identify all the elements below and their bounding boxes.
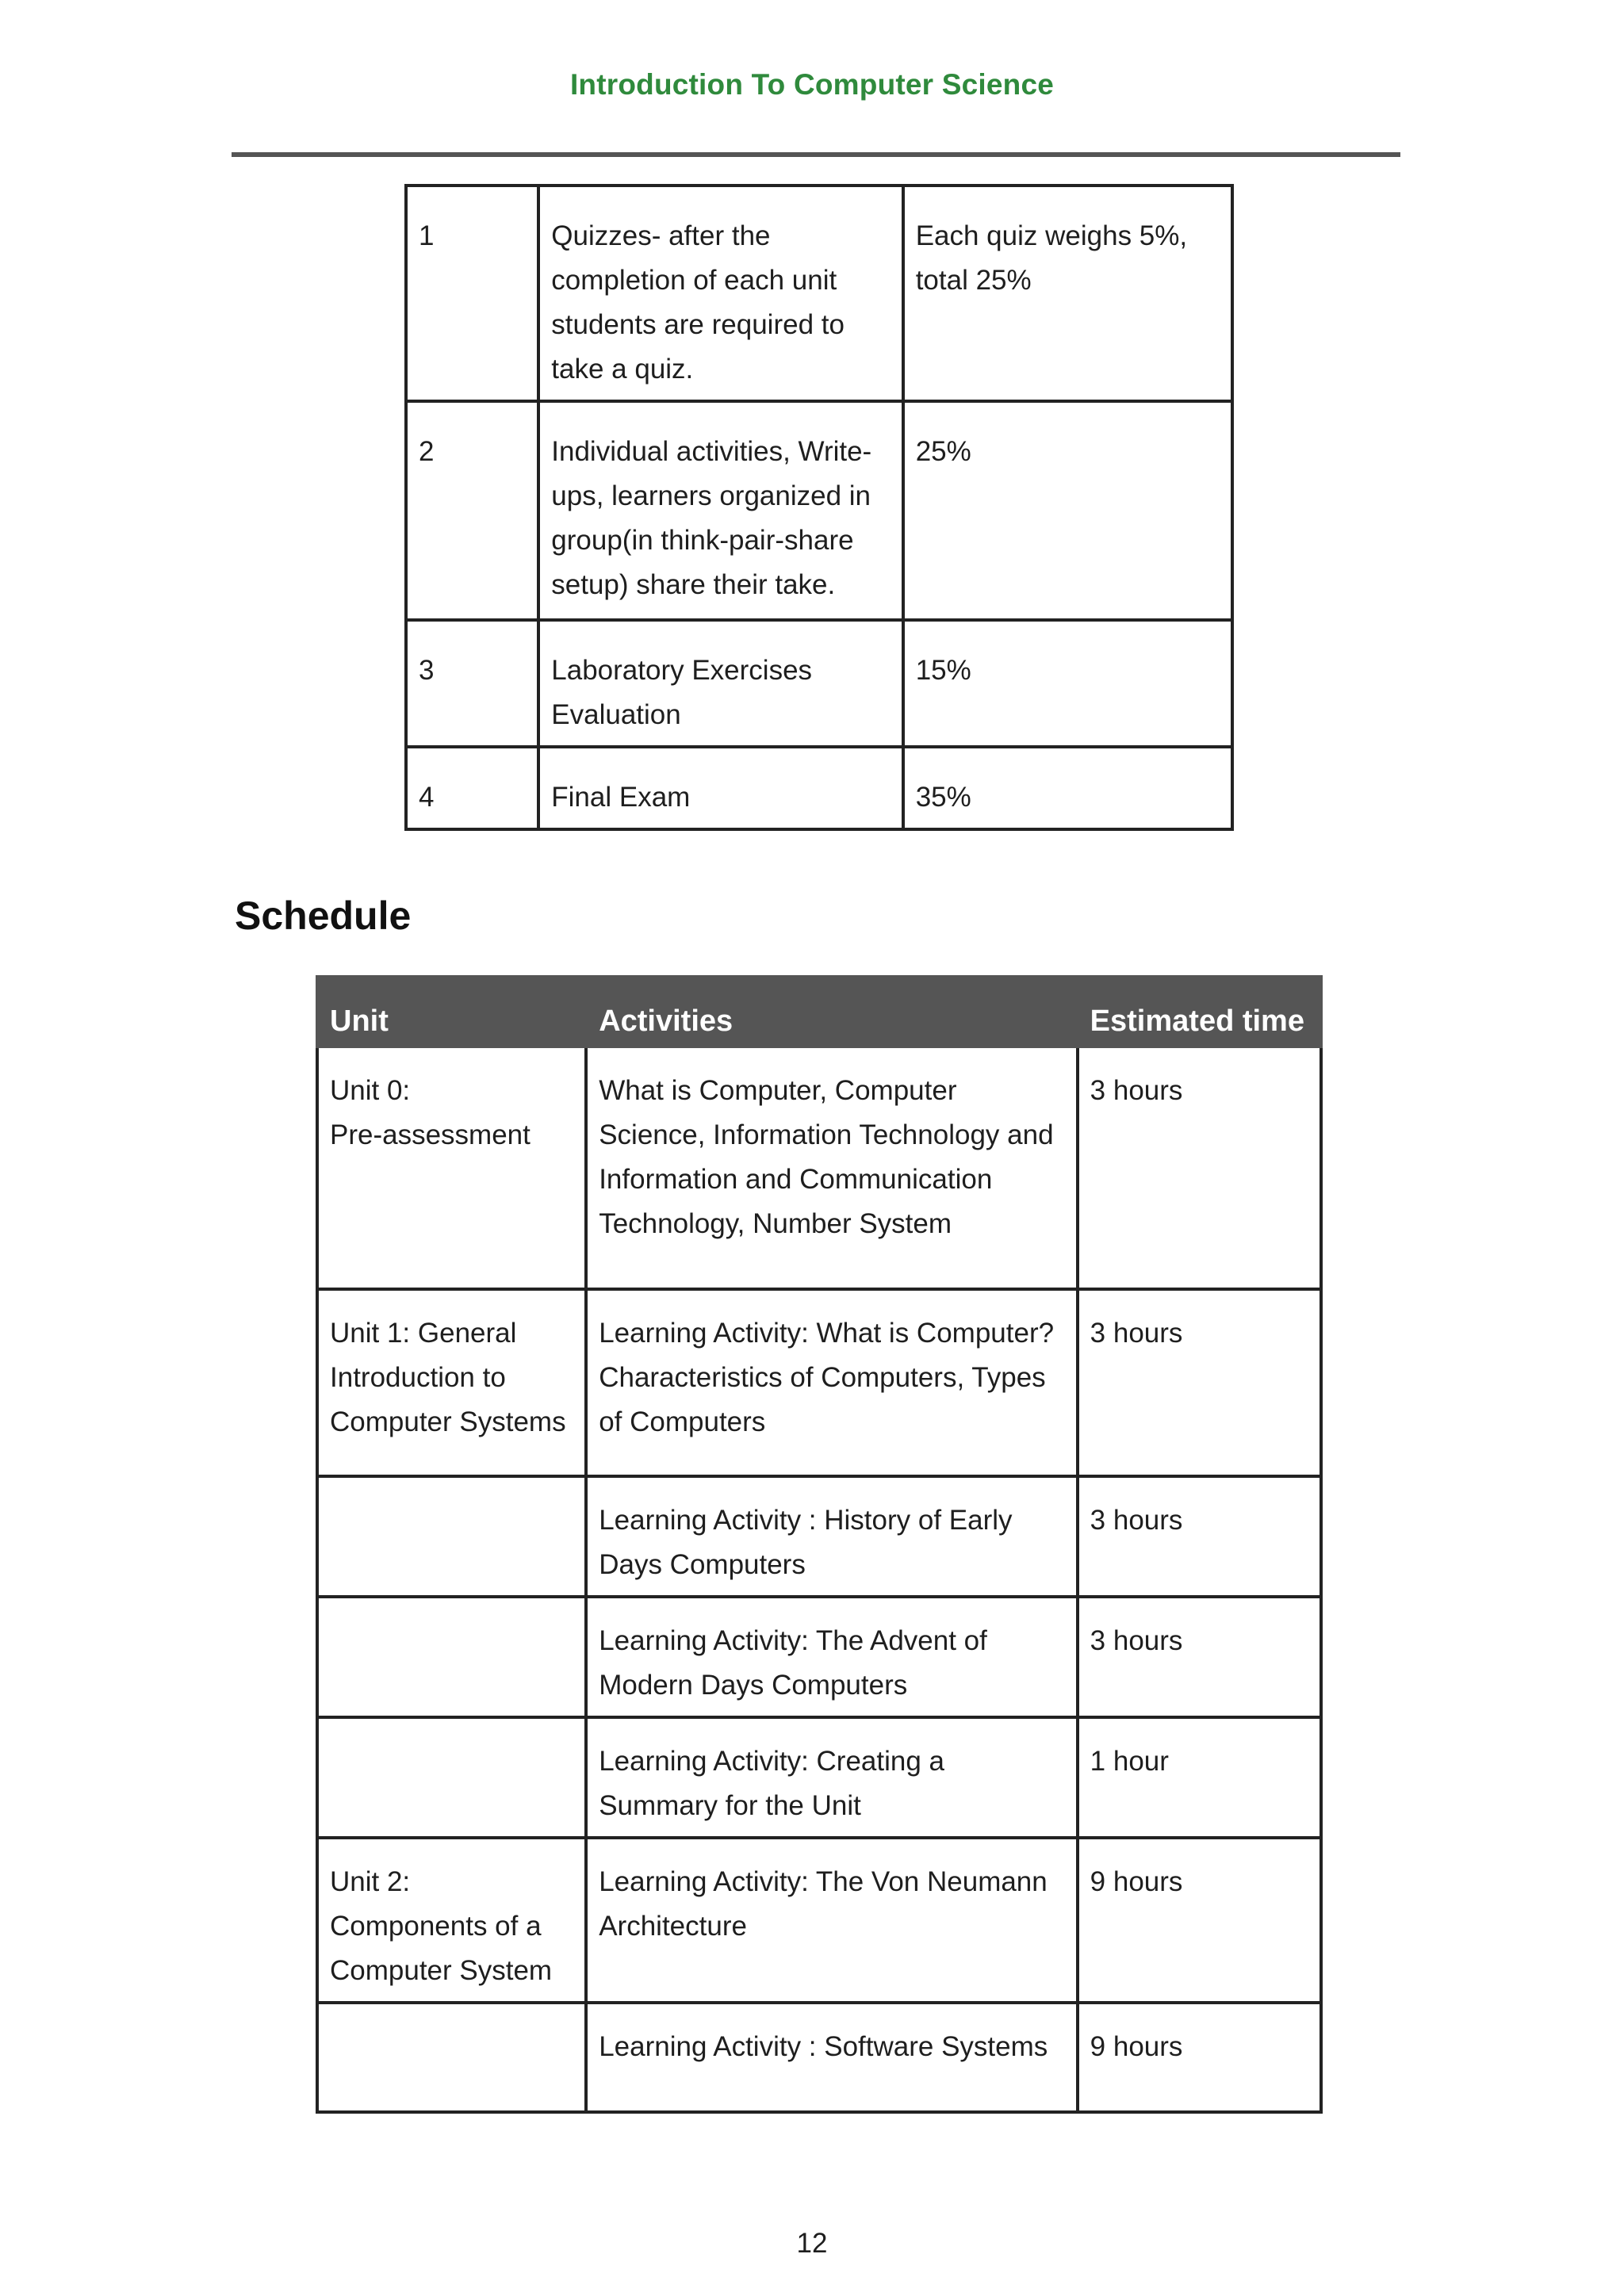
activity-cell: Learning Activity : Software Systems xyxy=(586,2003,1077,2112)
activity-cell: Learning Activity: What is Computer? Characteristics of Computers, Types of Computers xyxy=(586,1289,1077,1476)
activity-cell: Learning Activity : History of Early Days Computers xyxy=(586,1476,1077,1597)
schedule-heading: Schedule xyxy=(235,894,412,938)
unit-label: Unit 0: xyxy=(330,1075,411,1106)
time-cell: 9 hours xyxy=(1078,2003,1321,2112)
unit-cell xyxy=(317,1476,586,1597)
table-row xyxy=(406,747,1232,829)
assessment-table xyxy=(404,184,1234,831)
unit-label: Unit 2: xyxy=(330,1866,411,1897)
table-row xyxy=(317,1717,1321,1838)
assessment-weight-cell: 15% xyxy=(903,620,1232,747)
unit-cell xyxy=(317,2003,586,2112)
activity-cell: Learning Activity: The Advent of Modern Days Computers xyxy=(586,1597,1077,1717)
table-row xyxy=(317,1597,1321,1717)
time-cell: 3 hours xyxy=(1078,1289,1321,1476)
activity-cell: Learning Activity: The Von Neumann Architecture xyxy=(586,1838,1077,2003)
assessment-weight-cell: 25% xyxy=(903,401,1232,620)
time-cell: 3 hours xyxy=(1078,1047,1321,1289)
unit-cell xyxy=(317,1838,586,2003)
activity-cell: Learning Activity: Creating a Summary for the Unit xyxy=(586,1717,1077,1838)
unit-label: Unit 1: General Introduction to Computer Systems xyxy=(330,1318,566,1437)
assessment-number-cell: 1 xyxy=(406,186,538,401)
assessment-description-cell: Laboratory Exercises Evaluation xyxy=(538,620,902,747)
table-row xyxy=(406,401,1232,620)
table-row xyxy=(317,1289,1321,1476)
running-header-title: Introduction To Computer Science xyxy=(569,68,1055,101)
assessment-number-cell: 2 xyxy=(406,401,538,620)
header-activities: Activities xyxy=(586,977,1077,1047)
table-row xyxy=(317,2003,1321,2112)
unit-cell xyxy=(317,1597,586,1717)
page-number: 12 xyxy=(796,2228,828,2259)
unit-label-secondary: Components of a Computer System xyxy=(330,1911,553,1986)
time-cell: 3 hours xyxy=(1078,1476,1321,1597)
table-row xyxy=(406,620,1232,747)
assessment-description-cell: Individual activities, Write-ups, learners organized in group(in think-pair-share setup) share their take. xyxy=(538,401,902,620)
time-cell: 1 hour xyxy=(1078,1717,1321,1838)
unit-cell xyxy=(317,1717,586,1838)
schedule-table xyxy=(316,975,1323,2114)
time-cell: 9 hours xyxy=(1078,1838,1321,2003)
time-cell: 3 hours xyxy=(1078,1597,1321,1717)
unit-cell xyxy=(317,1289,586,1476)
assessment-description-cell: Final Exam xyxy=(538,747,902,829)
table-row xyxy=(317,1838,1321,2003)
unit-label-secondary: Pre-assessment xyxy=(330,1119,530,1150)
table-row xyxy=(406,186,1232,401)
assessment-description-cell: Quizzes- after the completion of each unit students are required to take a quiz. xyxy=(538,186,902,401)
assessment-number-cell: 3 xyxy=(406,620,538,747)
assessment-weight-cell: Each quiz weighs 5%, total 25% xyxy=(903,186,1232,401)
unit-cell xyxy=(317,1047,586,1289)
table-row xyxy=(317,1047,1321,1289)
schedule-header-row xyxy=(317,977,1321,1047)
header-estimated-time: Estimated time xyxy=(1078,977,1321,1047)
assessment-number-cell: 4 xyxy=(406,747,538,829)
header-rule xyxy=(232,152,1400,157)
assessment-weight-cell: 35% xyxy=(903,747,1232,829)
activity-cell: What is Computer, Computer Science, Information Technology and Information and Communication Technology, Number System xyxy=(586,1047,1077,1289)
table-row xyxy=(317,1476,1321,1597)
header-unit: Unit xyxy=(317,977,586,1047)
